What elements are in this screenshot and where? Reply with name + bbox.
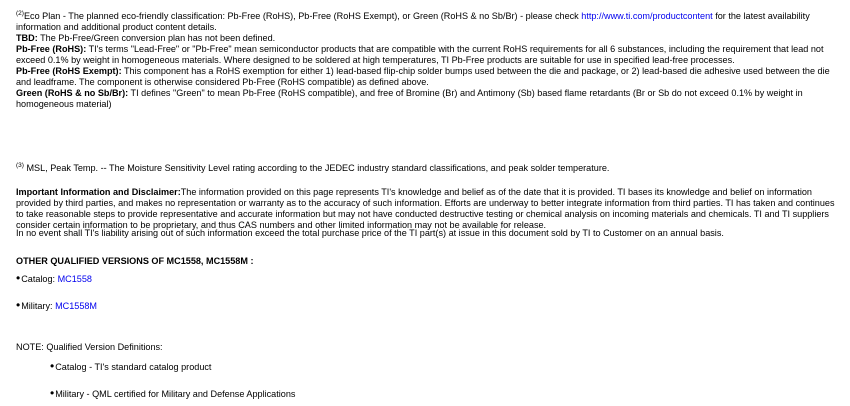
bullet-icon: •	[16, 298, 21, 312]
pb-free-definition: Pb-Free (RoHS): TI's terms "Lead-Free" or "Pb-Free" mean semiconductor products that are compatible with the current RoHS requirements for all 6 substances, including the requirement that lead not exceed 0.1% by weight in homogeneous materials. Where designed to be soldered at high temperatures, TI Pb-Free products are suitable for use in specified lead-free processes.	[16, 44, 824, 65]
disclaimer-text: The information provided on this page represents TI's knowledge and belief as of the date that it is provided. TI bases its knowledge and belief on information provided by third parties, and makes no representation or warranty as to the accuracy of such information. Efforts are underway to better integrate information from third parties. TI has taken and continues to take reasonable steps to provide representative and accurate information but may not have conducted destructive testing or chemical analysis on incoming materials and chemicals. TI and TI suppliers consider certain information to be proprietary, and thus CAS numbers and other limited information may not be available for release.	[16, 187, 835, 230]
bullet-icon: •	[50, 386, 55, 400]
disclaimer	[16, 187, 836, 231]
catalog-version-link[interactable]: MC1558	[57, 274, 92, 284]
catalog-definition-item: •Catalog - TI's standard catalog product	[50, 359, 212, 373]
military-version-link[interactable]: MC1558M	[55, 301, 98, 311]
msl-note: $^{(3)}$ MSL, Peak Temp. -- The Moisture Sensitivity Level rating according to the JEDEC industry standard classifications, and peak solder temperature.	[16, 162, 610, 173]
eco-plan-note	[16, 11, 836, 110]
tbd-definition: TBD: The Pb-Free/Green conversion plan has not been defined.	[16, 33, 276, 43]
footnote-number: (3)	[16, 162, 24, 169]
versions-heading: OTHER QUALIFIED VERSIONS OF MC1558, MC1558M :	[16, 256, 254, 266]
bullet-icon: •	[50, 359, 55, 373]
military-version-item: •Military: MC1558M	[16, 298, 98, 312]
disclaimer-label: Important Information and Disclaimer:	[16, 187, 181, 197]
pb-free-exempt-definition: Pb-Free (RoHS Exempt): This component has a RoHS exemption for either 1) lead-based flip-chip solder bumps used between the die and package, or 2) lead-based die adhesive used between the die and leadframe. The component is otherwise considered Pb-Free (RoHS compatible) as defined above.	[16, 66, 830, 87]
footnote-number: (2)	[16, 10, 24, 17]
eco-plan-intro: $^{(2)}$Eco Plan - The planned eco-friendly classification: Pb-Free (RoHS), Pb-Free (RoHS Exempt), or Green (RoHS & no Sb/Br) - please check http://www.ti.com/productcontent for the latest availability information and additional product content details.	[16, 10, 810, 32]
catalog-version-item: •Catalog: MC1558	[16, 271, 92, 285]
note-heading: NOTE: Qualified Version Definitions:	[16, 342, 163, 352]
military-definition-item: •Military - QML certified for Military and Defense Applications	[50, 386, 296, 400]
bullet-icon: •	[16, 271, 21, 285]
liability-statement: In no event shall TI's liability arising out of such information exceed the total purchase price of the TI part(s) at issue in this document sold by TI to Customer on an annual basis.	[16, 228, 724, 238]
green-definition: Green (RoHS & no Sb/Br): TI defines "Green" to mean Pb-Free (RoHS compatible), and free of Bromine (Br) and Antimony (Sb) based flame retardants (Br or Sb do not exceed 0.1% by weight in homogeneous material)	[16, 88, 803, 109]
product-content-link[interactable]: http://www.ti.com/productcontent	[581, 11, 713, 21]
